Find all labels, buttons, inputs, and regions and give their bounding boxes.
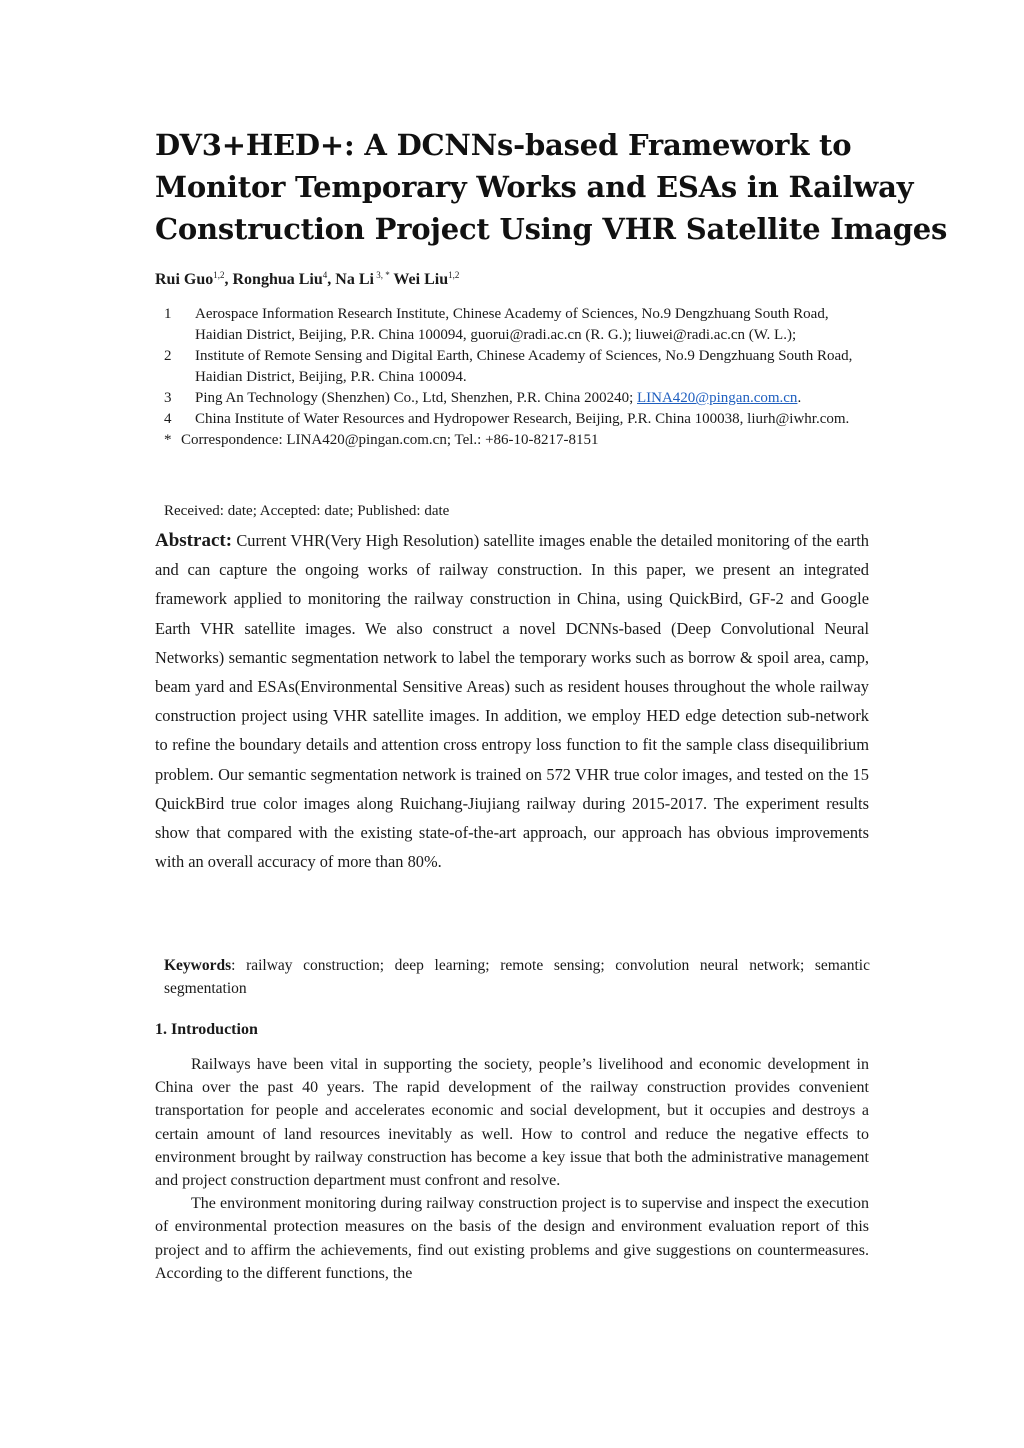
author-affil-sup: 3, * — [373, 270, 390, 280]
affiliations — [164, 304, 874, 451]
affiliation-item — [164, 388, 874, 409]
affiliation-text-part: Ping An Technology (Shenzhen) Co., Ltd, Shenzhen, P.R. China 200240; — [195, 390, 637, 406]
affiliation-item — [164, 346, 874, 388]
author-affil-sup: 1,2 — [448, 270, 460, 280]
paragraph: The environment monitoring during railway construction project is to supervise and inspect the execution of environmental protection measures on the basis of the design and environment evaluation report of this project and to affirm the achievements, find out existing problems and give suggestions on countermeasures. According to the different functions, the — [155, 1195, 869, 1282]
affiliation-text: Aerospace Information Research Institute, Chinese Academy of Sciences, No.9 Dengzhuang South Road, Haidian District, Beijing, P.R. China 100094, guorui@radi.ac.cn (R. G.); liuwei@radi.ac.cn (W. L.); — [195, 306, 829, 343]
affiliation-item — [164, 304, 874, 346]
author-affil-sup: 4 — [322, 270, 328, 280]
title-line-3: Construction Project Using VHR Satellite Images — [155, 212, 948, 246]
author-list — [155, 270, 459, 289]
keywords-text: : railway construction; deep learning; remote sensing; convolution neural network; semantic segmentation — [164, 957, 870, 997]
abstract-text: Current VHR(Very High Resolution) satellite images enable the detailed monitoring of the earth and can capture the ongoing works of railway construction. In this paper, we present an integrated framework applied to monitoring the railway construction in China, using QuickBird, GF-2 and Google Earth VHR satellite images. We also construct a novel DCNNs-based (Deep Convolutional Neural Networks) semantic segmentation network to label the temporary works such as borrow & spoil area, camp, beam yard and ESAs(Environmental Sensitive Areas) such as resident houses throughout the whole railway construction project using VHR satellite images. In addition, we employ HED edge detection sub-network to refine the boundary details and attention cross entropy loss function to fit the sample class disequilibrium problem. Our semantic segmentation network is trained on 572 VHR true color images, and tested on the 15 QuickBird true color images along Ruichang-Jiujiang railway during 2015-2017. The experiment results show that compared with the existing state-of-the-art approach, our approach has obvious improvements with an overall accuracy of more than 80%. — [155, 531, 869, 872]
affiliation-item — [164, 409, 874, 430]
author-name: Na Li — [335, 271, 374, 288]
author-name: Rui Guo — [155, 271, 214, 288]
keywords-label: Keywords — [164, 957, 232, 974]
author-name: Wei Liu — [393, 271, 449, 288]
paragraph: Railways have been vital in supporting the society, people’s livelihood and economic development in China over the past 40 years. The rapid development of the railway construction provides convenient transportation for people and accelerates economic and social development, but it occupies and destroys a certain amount of land resources inevitably as well. How to control and reduce the negative effects to environment brought by railway construction has become a key issue that both the administrative management and project construction department must confront and resolve. — [155, 1056, 869, 1190]
author-name: Ronghua Liu — [232, 271, 323, 288]
affiliation-text — [195, 388, 874, 409]
affiliation-text: Institute of Remote Sensing and Digital Earth, Chinese Academy of Sciences, No.9 Dengzhuang South Road, Haidian District, Beijing, P.R. China 100094. — [195, 348, 853, 385]
author-sep: , — [327, 271, 336, 288]
author-affil-sup: 1,2 — [213, 270, 225, 280]
affiliation-number: 2 — [164, 348, 172, 364]
abstract — [155, 526, 869, 876]
affiliation-text: China Institute of Water Resources and Hydropower Research, Beijing, P.R. China 100038, liurh@iwhr.com. — [195, 411, 850, 427]
introduction-body — [155, 1053, 869, 1285]
section-heading — [155, 1021, 258, 1039]
title-line-2: Monitor Temporary Works and ESAs in Railway — [155, 170, 914, 204]
email-link[interactable]: LINA420@pingan.com.cn — [636, 390, 798, 406]
abstract-label: Abstract: — [155, 530, 233, 551]
affiliation-number: 3 — [164, 390, 172, 406]
received-dates: Received: date; Accepted: date; Published: date — [164, 503, 450, 519]
affiliation-number: 4 — [164, 411, 172, 427]
correspondence-mark: * — [164, 432, 172, 448]
section-number: 1. — [155, 1021, 167, 1038]
correspondence — [164, 430, 874, 451]
author-sep: , — [224, 271, 233, 288]
affiliation-number: 1 — [164, 306, 172, 322]
paper-title — [155, 124, 948, 250]
keywords — [164, 954, 870, 1000]
section-title: Introduction — [171, 1021, 258, 1038]
correspondence-text: Correspondence: LINA420@pingan.com.cn; Tel.: +86-10-8217-8151 — [181, 432, 599, 448]
affiliation-text-part: . — [797, 390, 802, 406]
title-line-1: DV3+HED+: A DCNNs-based Framework to — [155, 128, 852, 162]
